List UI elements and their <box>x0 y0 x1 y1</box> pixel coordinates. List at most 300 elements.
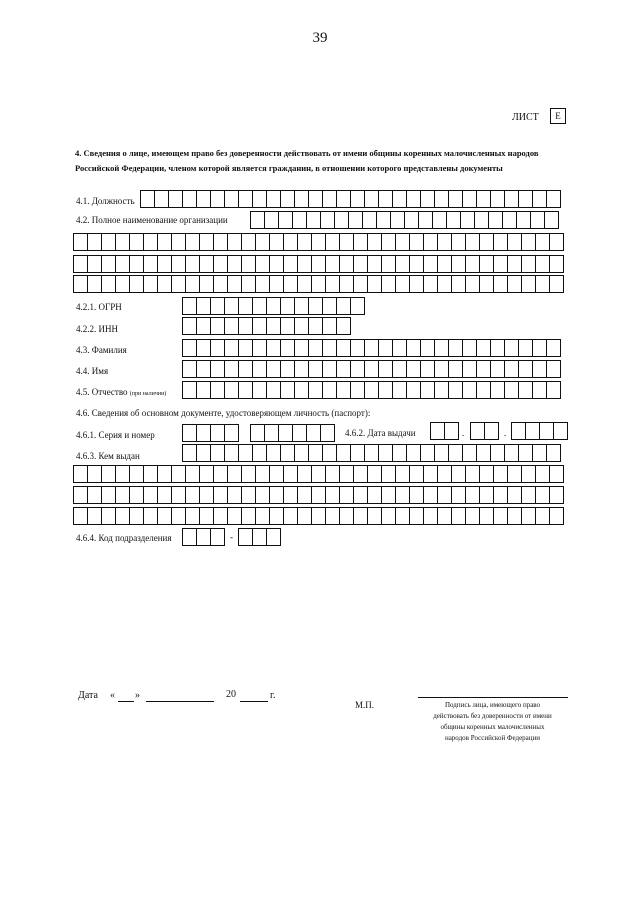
input-cell[interactable] <box>169 190 183 208</box>
input-cell[interactable] <box>545 211 559 229</box>
input-cell[interactable] <box>550 465 564 483</box>
input-cell[interactable] <box>281 317 295 335</box>
input-cell[interactable] <box>351 444 365 462</box>
input-cell[interactable] <box>452 486 466 504</box>
input-cell[interactable] <box>379 444 393 462</box>
input-cell[interactable] <box>438 465 452 483</box>
input-cell[interactable] <box>74 275 88 293</box>
input-cell[interactable] <box>281 444 295 462</box>
input-cell[interactable] <box>281 297 295 315</box>
input-cell[interactable] <box>337 297 351 315</box>
input-cell[interactable] <box>405 211 419 229</box>
input-cell[interactable] <box>228 255 242 273</box>
input-cell[interactable] <box>396 507 410 525</box>
input-cell[interactable] <box>295 381 309 399</box>
input-cell[interactable] <box>239 381 253 399</box>
input-cell[interactable] <box>494 465 508 483</box>
input-cell[interactable] <box>494 275 508 293</box>
input-cell[interactable] <box>183 360 197 378</box>
input-cell[interactable] <box>141 190 155 208</box>
input-cell[interactable] <box>323 297 337 315</box>
input-cell[interactable] <box>228 486 242 504</box>
sheet-value-box[interactable]: Е <box>550 108 566 124</box>
input-cell[interactable] <box>267 317 281 335</box>
input-cell[interactable] <box>466 233 480 251</box>
input-cell[interactable] <box>522 233 536 251</box>
input-cell[interactable] <box>505 190 519 208</box>
input-cell[interactable] <box>281 190 295 208</box>
input-cell[interactable] <box>265 211 279 229</box>
input-cell[interactable] <box>239 317 253 335</box>
issue-month-cells[interactable] <box>470 422 499 440</box>
input-cell[interactable] <box>200 507 214 525</box>
input-cell[interactable] <box>211 381 225 399</box>
input-cell[interactable] <box>242 507 256 525</box>
input-cell[interactable] <box>321 424 335 442</box>
input-cell[interactable] <box>433 211 447 229</box>
input-cell[interactable] <box>536 255 550 273</box>
input-cell[interactable] <box>158 255 172 273</box>
input-cell[interactable] <box>239 190 253 208</box>
input-cell[interactable] <box>186 465 200 483</box>
input-cell[interactable] <box>365 339 379 357</box>
input-cell[interactable] <box>421 444 435 462</box>
input-cell[interactable] <box>225 444 239 462</box>
input-cell[interactable] <box>242 275 256 293</box>
input-cell[interactable] <box>102 507 116 525</box>
input-cell[interactable] <box>368 465 382 483</box>
input-cell[interactable] <box>340 465 354 483</box>
input-cell[interactable] <box>158 465 172 483</box>
input-cell[interactable] <box>267 444 281 462</box>
input-cell[interactable] <box>211 360 225 378</box>
input-cell[interactable] <box>461 211 475 229</box>
input-cell[interactable] <box>200 255 214 273</box>
input-cell[interactable] <box>349 211 363 229</box>
issue-day-cells[interactable] <box>430 422 459 440</box>
input-cell[interactable] <box>130 255 144 273</box>
input-cell[interactable] <box>365 444 379 462</box>
input-cell[interactable] <box>463 339 477 357</box>
org-name-cells-2[interactable] <box>73 233 564 251</box>
input-cell[interactable] <box>312 486 326 504</box>
input-cell[interactable] <box>447 211 461 229</box>
input-cell[interactable] <box>214 255 228 273</box>
input-cell[interactable] <box>116 255 130 273</box>
input-cell[interactable] <box>410 465 424 483</box>
input-cell[interactable] <box>284 275 298 293</box>
input-cell[interactable] <box>312 275 326 293</box>
input-cell[interactable] <box>102 486 116 504</box>
input-cell[interactable] <box>144 255 158 273</box>
input-cell[interactable] <box>183 190 197 208</box>
input-cell[interactable] <box>265 424 279 442</box>
input-cell[interactable] <box>337 381 351 399</box>
input-cell[interactable] <box>253 528 267 546</box>
input-cell[interactable] <box>421 339 435 357</box>
input-cell[interactable] <box>438 275 452 293</box>
input-cell[interactable] <box>491 190 505 208</box>
input-cell[interactable] <box>116 507 130 525</box>
input-cell[interactable] <box>531 211 545 229</box>
input-cell[interactable] <box>550 486 564 504</box>
input-cell[interactable] <box>284 255 298 273</box>
input-cell[interactable] <box>547 339 561 357</box>
input-cell[interactable] <box>424 255 438 273</box>
input-cell[interactable] <box>197 381 211 399</box>
input-cell[interactable] <box>466 275 480 293</box>
input-cell[interactable] <box>225 360 239 378</box>
input-cell[interactable] <box>326 255 340 273</box>
input-cell[interactable] <box>116 486 130 504</box>
input-cell[interactable] <box>354 486 368 504</box>
input-cell[interactable] <box>396 465 410 483</box>
input-cell[interactable] <box>214 465 228 483</box>
input-cell[interactable] <box>323 381 337 399</box>
input-cell[interactable] <box>309 381 323 399</box>
input-cell[interactable] <box>326 465 340 483</box>
input-cell[interactable] <box>522 275 536 293</box>
input-cell[interactable] <box>463 190 477 208</box>
input-cell[interactable] <box>281 360 295 378</box>
input-cell[interactable] <box>228 275 242 293</box>
input-cell[interactable] <box>225 381 239 399</box>
input-cell[interactable] <box>424 486 438 504</box>
input-cell[interactable] <box>225 339 239 357</box>
input-cell[interactable] <box>505 444 519 462</box>
input-cell[interactable] <box>508 486 522 504</box>
input-cell[interactable] <box>435 339 449 357</box>
input-cell[interactable] <box>267 528 281 546</box>
input-cell[interactable] <box>519 444 533 462</box>
input-cell[interactable] <box>270 507 284 525</box>
input-cell[interactable] <box>480 465 494 483</box>
input-cell[interactable] <box>228 233 242 251</box>
input-cell[interactable] <box>452 255 466 273</box>
input-cell[interactable] <box>309 317 323 335</box>
input-cell[interactable] <box>491 444 505 462</box>
input-cell[interactable] <box>365 360 379 378</box>
input-cell[interactable] <box>284 233 298 251</box>
input-cell[interactable] <box>225 297 239 315</box>
month-input-line[interactable] <box>146 701 214 702</box>
input-cell[interactable] <box>382 507 396 525</box>
input-cell[interactable] <box>242 486 256 504</box>
input-cell[interactable] <box>368 507 382 525</box>
input-cell[interactable] <box>228 507 242 525</box>
input-cell[interactable] <box>393 190 407 208</box>
surname-cells[interactable] <box>182 339 561 357</box>
input-cell[interactable] <box>522 507 536 525</box>
input-cell[interactable] <box>452 465 466 483</box>
input-cell[interactable] <box>396 275 410 293</box>
input-cell[interactable] <box>337 360 351 378</box>
input-cell[interactable] <box>438 233 452 251</box>
input-cell[interactable] <box>550 233 564 251</box>
input-cell[interactable] <box>382 255 396 273</box>
input-cell[interactable] <box>225 424 239 442</box>
input-cell[interactable] <box>480 233 494 251</box>
input-cell[interactable] <box>382 275 396 293</box>
input-cell[interactable] <box>435 444 449 462</box>
input-cell[interactable] <box>477 190 491 208</box>
input-cell[interactable] <box>186 275 200 293</box>
input-cell[interactable] <box>323 190 337 208</box>
input-cell[interactable] <box>517 211 531 229</box>
year-input-line[interactable] <box>240 701 268 702</box>
input-cell[interactable] <box>270 255 284 273</box>
input-cell[interactable] <box>340 275 354 293</box>
input-cell[interactable] <box>270 465 284 483</box>
input-cell[interactable] <box>431 422 445 440</box>
input-cell[interactable] <box>183 424 197 442</box>
input-cell[interactable] <box>477 381 491 399</box>
input-cell[interactable] <box>382 465 396 483</box>
input-cell[interactable] <box>410 507 424 525</box>
input-cell[interactable] <box>438 507 452 525</box>
dept-code-cells-2[interactable] <box>238 528 281 546</box>
input-cell[interactable] <box>130 233 144 251</box>
input-cell[interactable] <box>211 339 225 357</box>
input-cell[interactable] <box>144 507 158 525</box>
input-cell[interactable] <box>424 275 438 293</box>
input-cell[interactable] <box>354 507 368 525</box>
input-cell[interactable] <box>172 465 186 483</box>
input-cell[interactable] <box>550 507 564 525</box>
series-cells[interactable] <box>182 424 239 442</box>
issued-by-cells-1[interactable] <box>182 444 561 462</box>
number-cells[interactable] <box>250 424 335 442</box>
input-cell[interactable] <box>279 424 293 442</box>
input-cell[interactable] <box>435 360 449 378</box>
input-cell[interactable] <box>239 360 253 378</box>
input-cell[interactable] <box>368 275 382 293</box>
input-cell[interactable] <box>536 233 550 251</box>
input-cell[interactable] <box>270 486 284 504</box>
input-cell[interactable] <box>130 465 144 483</box>
input-cell[interactable] <box>323 444 337 462</box>
input-cell[interactable] <box>298 233 312 251</box>
input-cell[interactable] <box>547 444 561 462</box>
input-cell[interactable] <box>298 507 312 525</box>
input-cell[interactable] <box>477 339 491 357</box>
input-cell[interactable] <box>351 360 365 378</box>
input-cell[interactable] <box>200 233 214 251</box>
day-input-line[interactable] <box>118 701 134 702</box>
input-cell[interactable] <box>256 507 270 525</box>
input-cell[interactable] <box>88 233 102 251</box>
input-cell[interactable] <box>494 255 508 273</box>
dept-code-cells-1[interactable] <box>182 528 225 546</box>
input-cell[interactable] <box>365 190 379 208</box>
input-cell[interactable] <box>410 255 424 273</box>
input-cell[interactable] <box>228 465 242 483</box>
input-cell[interactable] <box>463 360 477 378</box>
input-cell[interactable] <box>279 211 293 229</box>
input-cell[interactable] <box>242 255 256 273</box>
input-cell[interactable] <box>435 190 449 208</box>
input-cell[interactable] <box>267 190 281 208</box>
input-cell[interactable] <box>253 190 267 208</box>
input-cell[interactable] <box>407 444 421 462</box>
input-cell[interactable] <box>211 297 225 315</box>
input-cell[interactable] <box>256 233 270 251</box>
input-cell[interactable] <box>281 339 295 357</box>
input-cell[interactable] <box>197 297 211 315</box>
input-cell[interactable] <box>536 275 550 293</box>
input-cell[interactable] <box>480 486 494 504</box>
input-cell[interactable] <box>253 317 267 335</box>
input-cell[interactable] <box>253 339 267 357</box>
input-cell[interactable] <box>200 486 214 504</box>
input-cell[interactable] <box>438 486 452 504</box>
org-name-cells-3[interactable] <box>73 255 564 273</box>
input-cell[interactable] <box>533 360 547 378</box>
input-cell[interactable] <box>251 211 265 229</box>
input-cell[interactable] <box>74 255 88 273</box>
input-cell[interactable] <box>183 381 197 399</box>
input-cell[interactable] <box>449 381 463 399</box>
input-cell[interactable] <box>200 275 214 293</box>
input-cell[interactable] <box>309 444 323 462</box>
input-cell[interactable] <box>363 211 377 229</box>
input-cell[interactable] <box>298 465 312 483</box>
input-cell[interactable] <box>321 211 335 229</box>
input-cell[interactable] <box>494 507 508 525</box>
input-cell[interactable] <box>298 255 312 273</box>
input-cell[interactable] <box>295 360 309 378</box>
input-cell[interactable] <box>452 507 466 525</box>
input-cell[interactable] <box>491 339 505 357</box>
input-cell[interactable] <box>172 275 186 293</box>
position-cells[interactable] <box>140 190 561 208</box>
input-cell[interactable] <box>144 233 158 251</box>
org-name-cells-1[interactable] <box>250 211 559 229</box>
input-cell[interactable] <box>354 465 368 483</box>
input-cell[interactable] <box>197 528 211 546</box>
input-cell[interactable] <box>284 507 298 525</box>
input-cell[interactable] <box>253 360 267 378</box>
input-cell[interactable] <box>253 297 267 315</box>
input-cell[interactable] <box>407 190 421 208</box>
input-cell[interactable] <box>116 275 130 293</box>
input-cell[interactable] <box>550 275 564 293</box>
input-cell[interactable] <box>309 360 323 378</box>
input-cell[interactable] <box>396 255 410 273</box>
input-cell[interactable] <box>438 255 452 273</box>
input-cell[interactable] <box>477 444 491 462</box>
input-cell[interactable] <box>326 275 340 293</box>
input-cell[interactable] <box>326 486 340 504</box>
input-cell[interactable] <box>337 317 351 335</box>
input-cell[interactable] <box>477 360 491 378</box>
input-cell[interactable] <box>293 424 307 442</box>
issue-year-cells[interactable] <box>511 422 568 440</box>
input-cell[interactable] <box>309 297 323 315</box>
input-cell[interactable] <box>452 233 466 251</box>
input-cell[interactable] <box>309 339 323 357</box>
input-cell[interactable] <box>253 444 267 462</box>
input-cell[interactable] <box>197 444 211 462</box>
input-cell[interactable] <box>267 339 281 357</box>
input-cell[interactable] <box>281 381 295 399</box>
input-cell[interactable] <box>491 381 505 399</box>
input-cell[interactable] <box>452 275 466 293</box>
input-cell[interactable] <box>158 233 172 251</box>
input-cell[interactable] <box>183 444 197 462</box>
input-cell[interactable] <box>337 339 351 357</box>
input-cell[interactable] <box>533 444 547 462</box>
input-cell[interactable] <box>267 360 281 378</box>
input-cell[interactable] <box>312 507 326 525</box>
input-cell[interactable] <box>88 275 102 293</box>
input-cell[interactable] <box>183 528 197 546</box>
input-cell[interactable] <box>284 486 298 504</box>
input-cell[interactable] <box>424 233 438 251</box>
input-cell[interactable] <box>130 275 144 293</box>
input-cell[interactable] <box>312 255 326 273</box>
input-cell[interactable] <box>354 255 368 273</box>
input-cell[interactable] <box>489 211 503 229</box>
name-cells[interactable] <box>182 360 561 378</box>
input-cell[interactable] <box>503 211 517 229</box>
input-cell[interactable] <box>419 211 433 229</box>
input-cell[interactable] <box>251 424 265 442</box>
input-cell[interactable] <box>393 339 407 357</box>
input-cell[interactable] <box>158 275 172 293</box>
input-cell[interactable] <box>519 190 533 208</box>
input-cell[interactable] <box>323 360 337 378</box>
input-cell[interactable] <box>337 444 351 462</box>
input-cell[interactable] <box>340 486 354 504</box>
input-cell[interactable] <box>312 233 326 251</box>
input-cell[interactable] <box>391 211 405 229</box>
input-cell[interactable] <box>505 360 519 378</box>
input-cell[interactable] <box>449 339 463 357</box>
input-cell[interactable] <box>242 233 256 251</box>
input-cell[interactable] <box>340 507 354 525</box>
input-cell[interactable] <box>512 422 526 440</box>
inn-cells[interactable] <box>182 317 351 335</box>
input-cell[interactable] <box>466 507 480 525</box>
input-cell[interactable] <box>480 507 494 525</box>
input-cell[interactable] <box>449 190 463 208</box>
input-cell[interactable] <box>533 339 547 357</box>
input-cell[interactable] <box>242 465 256 483</box>
input-cell[interactable] <box>130 486 144 504</box>
input-cell[interactable] <box>396 486 410 504</box>
input-cell[interactable] <box>382 233 396 251</box>
input-cell[interactable] <box>491 360 505 378</box>
input-cell[interactable] <box>547 381 561 399</box>
input-cell[interactable] <box>519 360 533 378</box>
input-cell[interactable] <box>393 381 407 399</box>
input-cell[interactable] <box>368 233 382 251</box>
input-cell[interactable] <box>197 360 211 378</box>
input-cell[interactable] <box>155 190 169 208</box>
input-cell[interactable] <box>239 444 253 462</box>
input-cell[interactable] <box>312 465 326 483</box>
input-cell[interactable] <box>480 275 494 293</box>
input-cell[interactable] <box>393 360 407 378</box>
input-cell[interactable] <box>88 507 102 525</box>
input-cell[interactable] <box>379 339 393 357</box>
input-cell[interactable] <box>284 465 298 483</box>
input-cell[interactable] <box>508 465 522 483</box>
input-cell[interactable] <box>295 317 309 335</box>
input-cell[interactable] <box>88 255 102 273</box>
input-cell[interactable] <box>183 297 197 315</box>
